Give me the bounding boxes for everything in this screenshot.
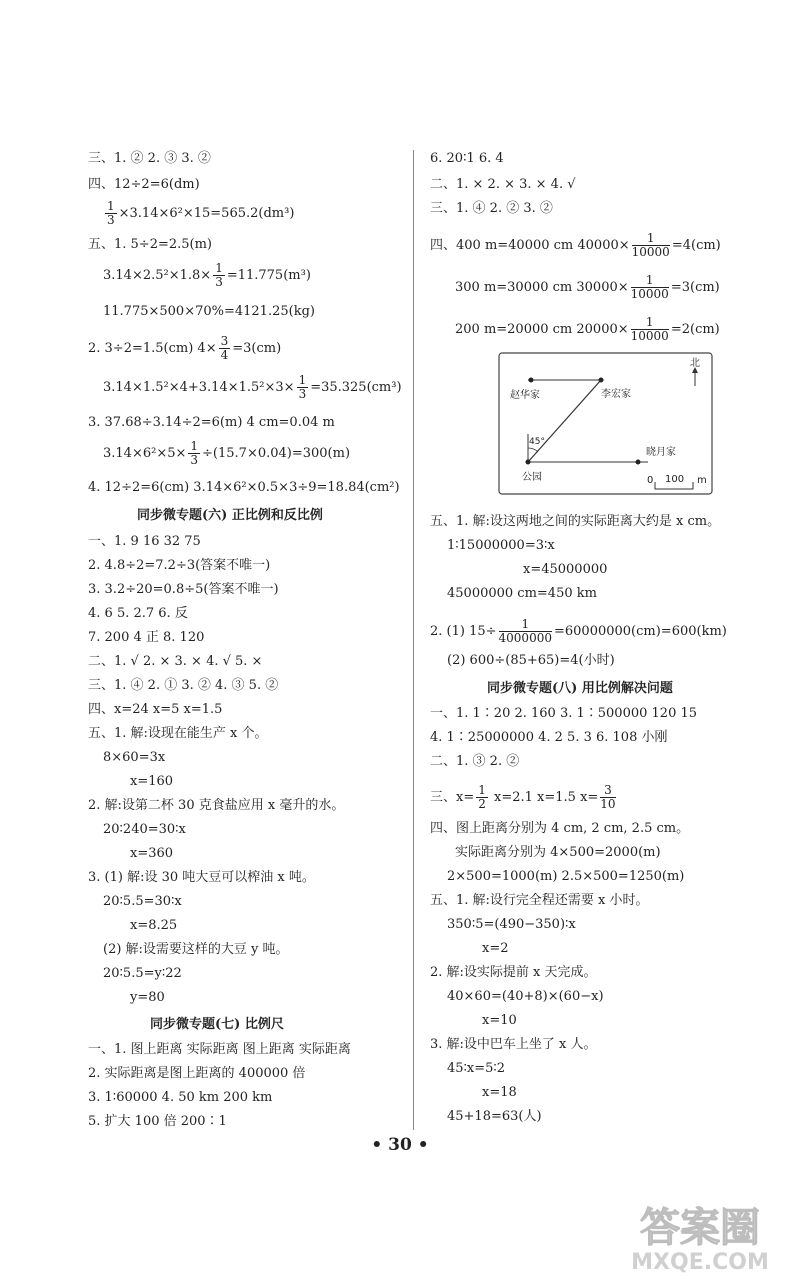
answer-line: 五、1. 解:设行完全程还需要 x 小时。 <box>430 893 649 908</box>
answer-line: 四、12÷2=6(dm) <box>88 177 200 192</box>
answer-line: 五、1. 解:设这两地之间的实际距离大约是 x cm。 <box>430 514 721 529</box>
fraction: $\frac{1}{10000}$ <box>630 273 669 301</box>
answer-line: 三、1. ④ 2. ① 3. ② 4. ③ 5. ② <box>88 678 279 693</box>
fraction: $\frac{1}{3}$ <box>215 261 223 289</box>
scale-unit-label: m <box>697 475 707 486</box>
park-label: 公园 <box>522 472 542 483</box>
answer-line: x=2 <box>482 941 509 956</box>
scale-value-label: 100 <box>665 474 685 485</box>
answer-line: 2. (1) 15÷ $\frac{1}{4000000}$ =60000000(cm)=600(km) <box>430 617 727 645</box>
answer-line: 3.14×1.5²×4+3.14×1.5²×3× $\frac{1}{3}$ =35.325(cm³) <box>103 373 402 401</box>
answer-line: 2. 实际距离是图上距离的 400000 倍 <box>88 1066 306 1081</box>
section-heading: 同步微专题(六) 正比例和反比例 <box>137 508 323 523</box>
answer-line: 45+18=63(人) <box>447 1109 542 1124</box>
answer-line: 四、图上距离分别为 4 cm, 2 cm, 2.5 cm。 <box>430 821 690 836</box>
answer-line: 1∶15000000=3∶x <box>447 538 555 553</box>
answer-line: 8×60=3x <box>103 750 166 765</box>
answer-line: 二、1. ③ 2. ② <box>430 754 520 769</box>
watermark-logo <box>605 1195 795 1275</box>
map-diagram <box>498 352 714 496</box>
answer-line: 20∶240=30∶x <box>103 822 186 837</box>
answer-line: 45000000 cm=450 km <box>447 586 597 601</box>
answer-line: 40×60=(40+8)×(60−x) <box>447 989 604 1004</box>
fraction: $\frac{1}{3}$ <box>298 373 307 401</box>
fraction: $\frac{1}{2}$ <box>478 783 486 811</box>
zhao-home-label: 赵华家 <box>510 390 540 401</box>
angle-arc <box>528 448 538 452</box>
answer-line: 200 m=20000 cm 20000× $\frac{1}{10000}$ =2(cm) <box>455 315 720 343</box>
answer-line: $\frac{1}{3}$ ×3.14×6²×15=565.2(dm³) <box>107 199 295 227</box>
answer-line: x=360 <box>130 846 174 861</box>
answer-line: 11.775×500×70%=4121.25(kg) <box>103 304 315 319</box>
answer-line: 6. 20∶1 6. 4 <box>430 151 504 166</box>
answer-line: 四、400 m=40000 cm 40000× $\frac{1}{10000}$ =4(cm) <box>430 231 721 259</box>
li-home-label: 李宏家 <box>601 389 631 400</box>
angle-label: 45° <box>529 437 545 447</box>
answer-line: 3. (1) 解:设 30 吨大豆可以榨油 x 吨。 <box>88 870 315 885</box>
answer-line: 二、1. × 2. × 3. × 4. √ <box>430 177 576 192</box>
answer-line: 45∶x=5∶2 <box>447 1061 506 1076</box>
fraction: $\frac{1}{3}$ <box>107 199 115 227</box>
park-dot <box>526 460 531 465</box>
answer-line: 20∶5.5=30∶x <box>103 894 182 909</box>
answer-line: 7. 200 4 正 8. 120 <box>88 630 205 645</box>
answer-line: 4. 12÷2=6(cm) 3.14×6²×0.5×3÷9=18.84(cm²) <box>88 480 400 495</box>
answer-line: 4. 1∶25000000 4. 2 5. 3 6. 108 小刚 <box>430 730 668 745</box>
fraction: $\frac{3}{4}$ <box>220 334 229 362</box>
answer-line: 五、1. 5÷2=2.5(m) <box>88 237 213 252</box>
section-heading: 同步微专题(八) 用比例解决问题 <box>487 681 673 696</box>
answer-line: 一、1. 1∶20 2. 160 3. 1∶500000 120 15 <box>430 706 698 721</box>
north-label: 北 <box>690 358 700 369</box>
zhao-home-dot <box>529 378 534 383</box>
answer-line: 2. 3÷2=1.5(cm) 4× $\frac{3}{4}$ =3(cm) <box>88 334 282 362</box>
page-number: • 30 • <box>371 1135 429 1155</box>
answer-line: 3. 3.2÷20=0.8÷5(答案不唯一) <box>88 582 279 597</box>
answer-line: 3. 37.68÷3.14÷2=6(m) 4 cm=0.04 m <box>88 415 335 430</box>
fraction: $\frac{1}{4000000}$ <box>498 617 552 645</box>
xiaoyue-home-dot <box>636 460 641 465</box>
answer-line: y=80 <box>130 990 165 1005</box>
answer-line: x=160 <box>130 774 174 789</box>
fraction: $\frac{1}{3}$ <box>190 439 199 467</box>
answer-line: 2. 解:设第二杯 30 克食盐应用 x 毫升的水。 <box>88 798 345 813</box>
answer-line: 4. 6 5. 2.7 6. 反 <box>88 606 188 621</box>
answer-line: 20∶5.5=y∶22 <box>103 966 182 981</box>
answer-line: x=45000000 <box>523 562 608 577</box>
answer-line: 三、1. ② 2. ③ 3. ② <box>88 151 211 166</box>
fraction: $\frac{3}{10}$ <box>600 783 616 811</box>
fraction: $\frac{1}{10000}$ <box>631 231 670 259</box>
answer-line: 5. 扩大 100 倍 200∶1 <box>88 1114 227 1129</box>
answer-line: x=10 <box>482 1013 517 1028</box>
answer-line: 三、1. ④ 2. ② 3. ② <box>430 201 553 216</box>
watermark-url: MXQE.COM <box>631 1250 769 1275</box>
answer-line: (2) 解:设需要这样的大豆 y 吨。 <box>103 942 289 957</box>
answer-line: (2) 600÷(85+65)=4(小时) <box>447 653 615 668</box>
answer-line: 四、x=24 x=5 x=1.5 <box>88 702 223 717</box>
answer-line: 3.14×2.5²×1.8× $\frac{1}{3}$ =11.775(m³) <box>103 261 311 289</box>
answer-line: 3.14×6²×5× $\frac{1}{3}$ ÷(15.7×0.04)=300(m) <box>103 439 351 467</box>
answer-line: 一、1. 9 16 32 75 <box>88 534 201 549</box>
answer-line: 2×500=1000(m) 2.5×500=1250(m) <box>447 869 685 884</box>
column-divider <box>413 150 414 1130</box>
fraction: $\frac{1}{10000}$ <box>630 315 669 343</box>
answer-line: 3. 1∶60000 4. 50 km 200 km <box>88 1090 273 1105</box>
answer-line: 三、x= $\frac{1}{2}$ x=2.1 x=1.5 x= $\frac{3}{10}$ <box>430 783 616 811</box>
watermark-title: 答案圈 <box>640 1205 760 1251</box>
scale-zero-label: 0 <box>647 475 654 486</box>
answer-line: 一、1. 图上距离 实际距离 图上距离 实际距离 <box>88 1042 351 1057</box>
answer-line: 350∶5=(490−350)∶x <box>447 917 576 932</box>
answer-line: 二、1. √ 2. × 3. × 4. √ 5. × <box>88 654 263 669</box>
answer-line: x=8.25 <box>130 918 178 933</box>
answer-line: 2. 解:设实际提前 x 天完成。 <box>430 965 597 980</box>
section-heading: 同步微专题(七) 比例尺 <box>150 1017 284 1032</box>
xiaoyue-home-label: 晓月家 <box>646 447 676 458</box>
answer-line: 3. 解:设中巴车上坐了 x 人。 <box>430 1037 597 1052</box>
answer-line: 300 m=30000 cm 30000× $\frac{1}{10000}$ =3(cm) <box>455 273 720 301</box>
answer-line: 五、1. 解:设现在能生产 x 个。 <box>88 726 268 741</box>
answer-line: 实际距离分别为 4×500=2000(m) <box>455 845 661 860</box>
answer-line: x=18 <box>482 1085 517 1100</box>
answer-line: 2. 4.8÷2=7.2÷3(答案不唯一) <box>88 558 271 573</box>
